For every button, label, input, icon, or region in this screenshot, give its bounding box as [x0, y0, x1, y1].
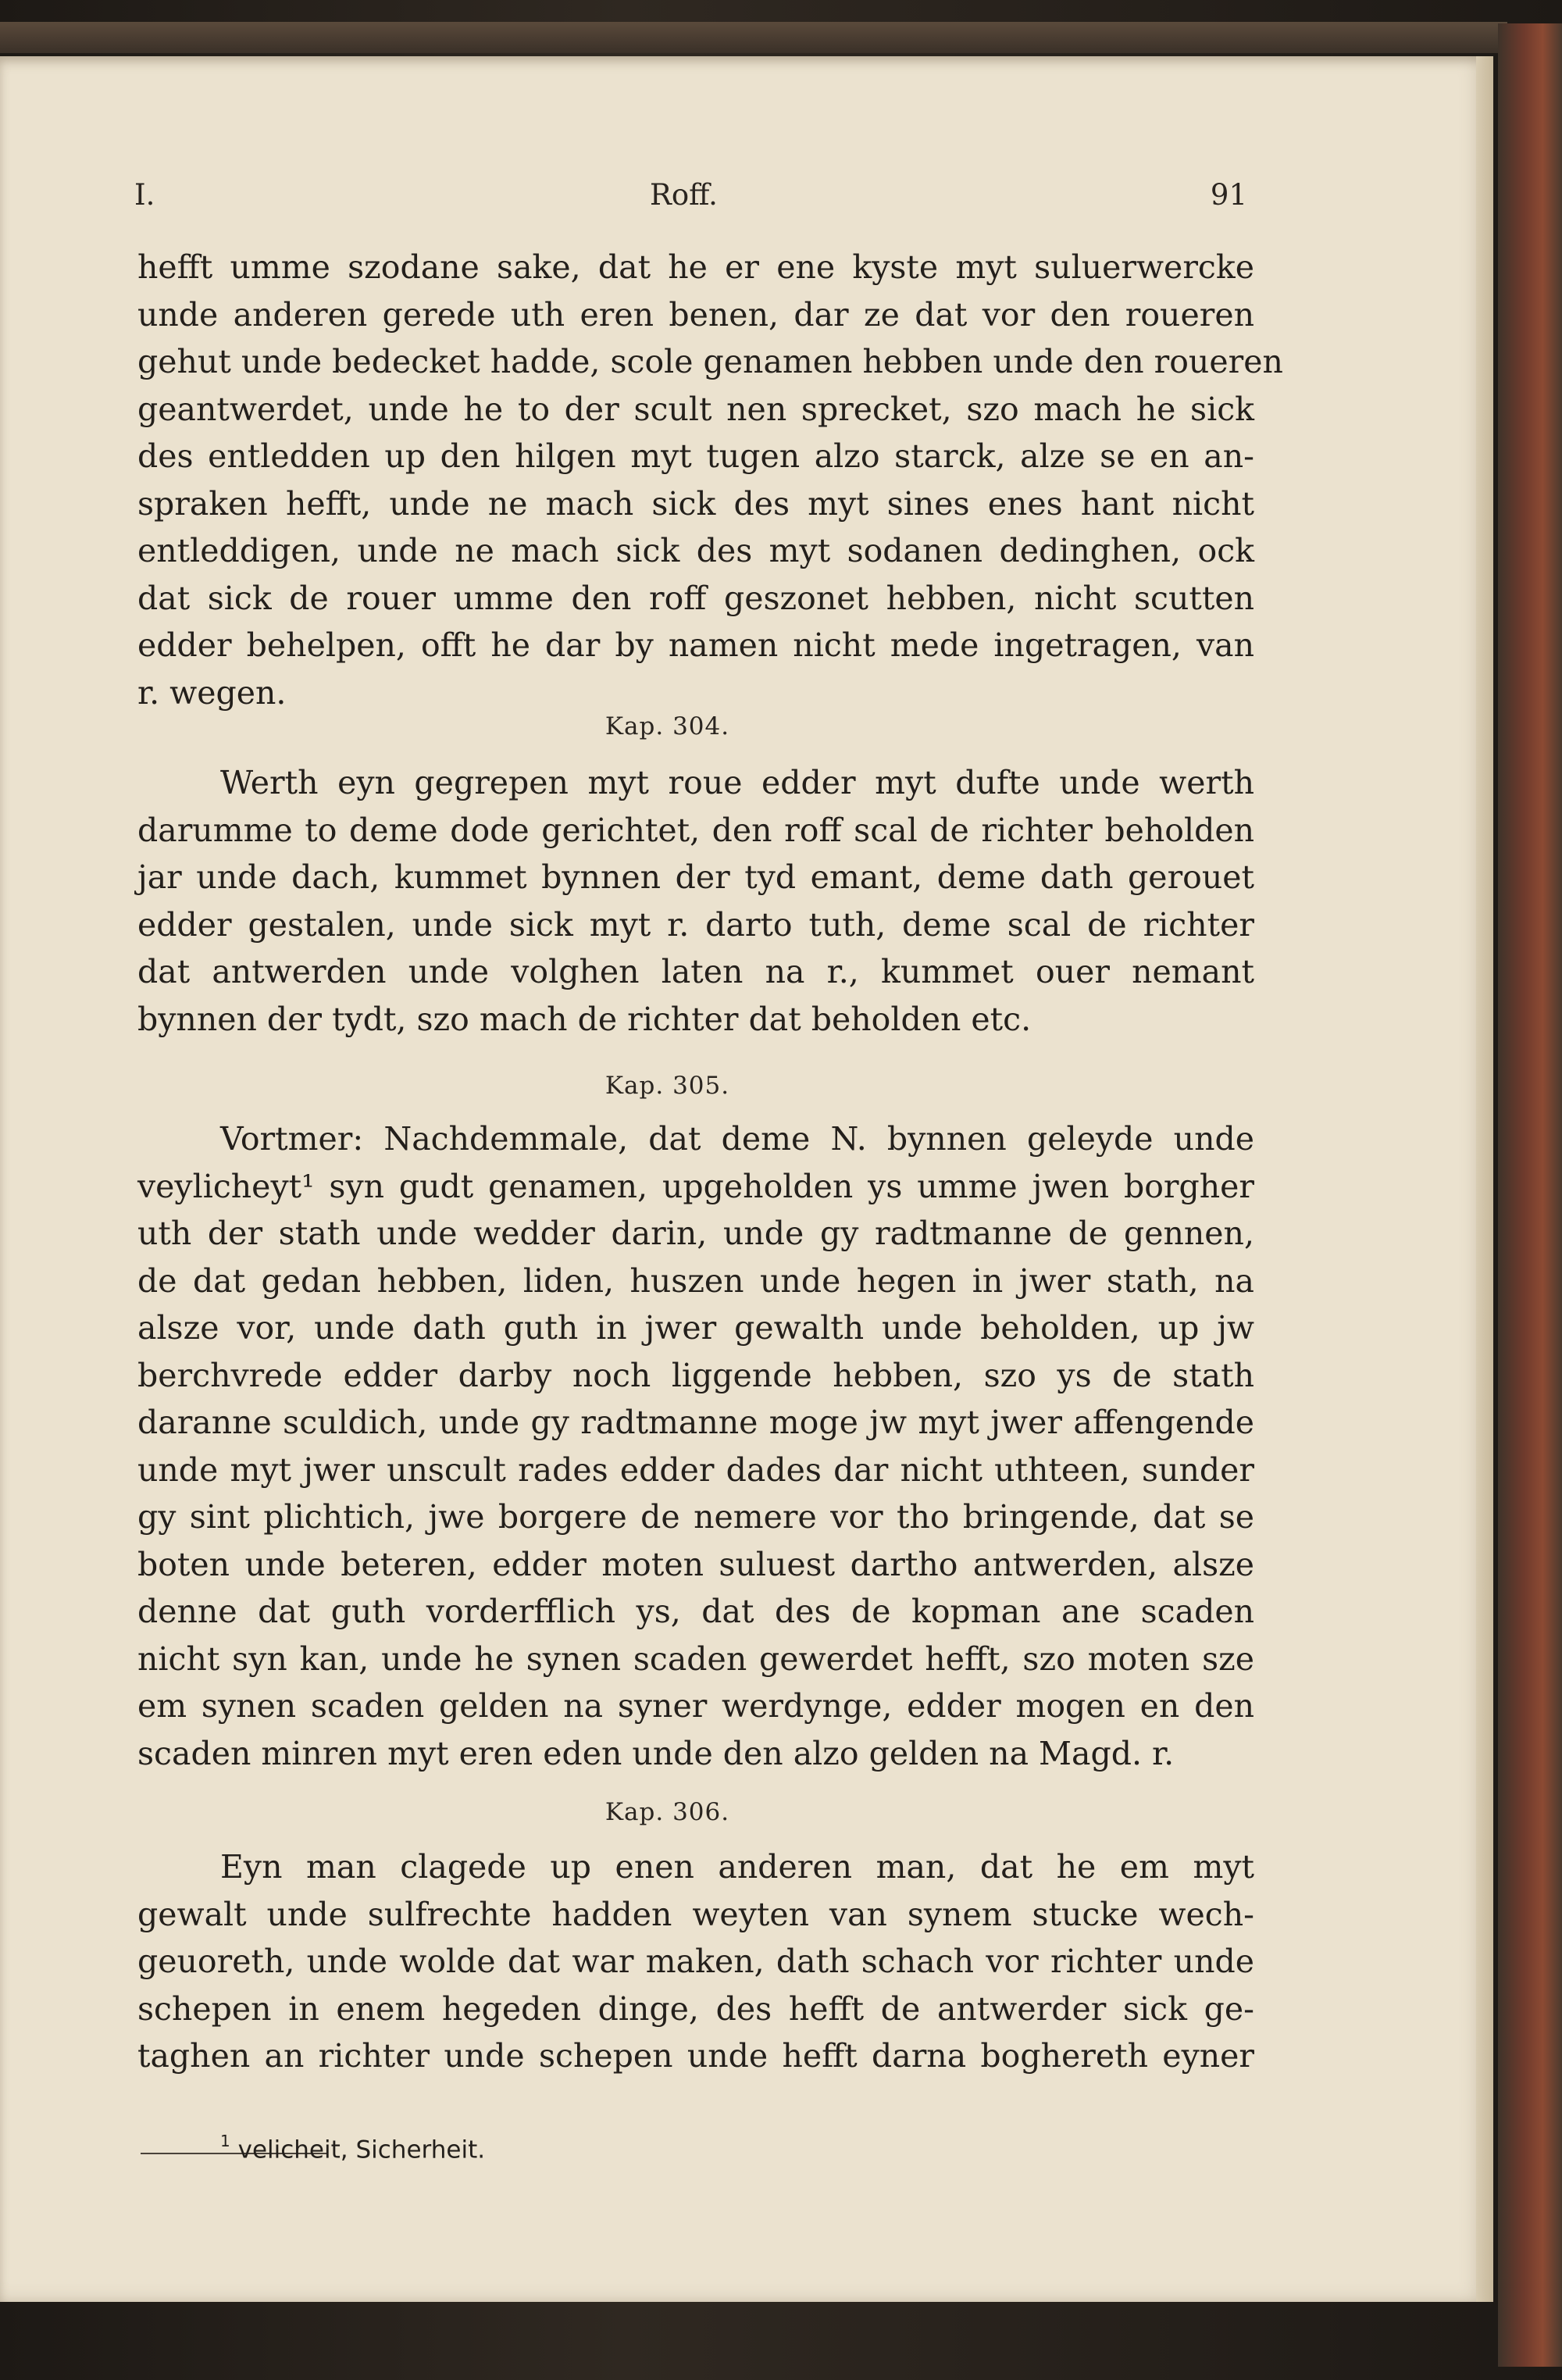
text-line: schepen in enem hegeden dinge, des hefft de antwerder sick ge-: [137, 1989, 1254, 2028]
text-line: spraken hefft, unde ne mach sick des myt sines enes hant nicht: [137, 484, 1254, 523]
text-line: dat sick de rouer umme den roff geszonet hebben, nicht scutten: [137, 579, 1254, 617]
book-binding-top: [0, 22, 1507, 53]
text-line: gy sint plichtich, jwe borgere de nemere vor tho bringende, dat se: [137, 1498, 1254, 1536]
text-line: r. wegen.: [137, 673, 287, 712]
page-edge: [1476, 56, 1493, 2302]
text-line: daranne sculdich, unde gy radtmanne moge jw myt jwer affengende: [137, 1404, 1254, 1441]
chapter-heading-305: [0, 1072, 1488, 1100]
running-head-section: I.: [134, 178, 155, 212]
running-head-title: Roff.: [650, 178, 718, 212]
text-line: taghen an richter unde schepen unde hefft darna boghereth eyner: [137, 2037, 1254, 2075]
footnote: [220, 2134, 485, 2164]
chapter-heading-304: [0, 712, 1488, 740]
text-line: gehut unde bedecket hadde, scole genamen hebben unde den roueren: [137, 343, 1283, 380]
text-line: dat antwerden unde volghen laten na r., kummet ouer nemant: [137, 953, 1254, 990]
chapter-heading-text: Kap. 304.: [604, 712, 730, 740]
text-line: uth der stath unde wedder darin, unde gy radtmanne de gennen,: [137, 1215, 1254, 1252]
chapter-heading-306: [0, 1798, 1488, 1826]
footnote-text: velicheit, Sicherheit.: [237, 2136, 486, 2164]
text-line: de dat gedan hebben, liden, huszen unde hegen in jwer stath, na: [137, 1261, 1254, 1300]
text-line: entleddigen, unde ne mach sick des myt sodanen dedinghen, ock: [137, 532, 1254, 569]
book-cover-edge: [1498, 23, 1562, 2367]
text-line: edder gestalen, unde sick myt r. darto tuth, deme scal de richter: [137, 905, 1254, 944]
text-line: des entledden up den hilgen myt tugen alzo starck, alze se en an-: [137, 437, 1254, 475]
text-line: Vortmer: Nachdemmale, dat deme N. bynnen geleyde unde: [220, 1120, 1254, 1158]
text-line: em synen scaden gelden na syner werdynge, edder mogen en den: [137, 1687, 1254, 1725]
text-line: jar unde dach, kummet bynnen der tyd emant, deme dath gerouet: [137, 858, 1254, 896]
text-line: edder behelpen, offt he dar by namen nicht mede ingetragen, van: [137, 626, 1254, 664]
text-line: scaden minren myt eren eden unde den alzo gelden na Magd. r.: [137, 1734, 1175, 1772]
chapter-heading-text: Kap. 306.: [604, 1798, 730, 1826]
text-line: Werth eyn gegrepen myt roue edder myt dufte unde werth: [220, 764, 1254, 801]
text-line: gewalt unde sulfrechte hadden weyten van synem stucke wech-: [137, 1895, 1254, 1933]
text-line: unde anderen gerede uth eren benen, dar ze dat vor den roueren: [137, 295, 1254, 334]
chapter-306-text: [137, 1843, 1254, 2080]
chapter-305-text: [137, 1115, 1254, 1777]
running-head: [134, 178, 1247, 217]
text-line: alsze vor, unde dath guth in jwer gewalth unde beholden, up jw: [137, 1309, 1254, 1347]
text-line: bynnen der tydt, szo mach de richter dat beholden etc.: [137, 1000, 1032, 1038]
text-line: geantwerdet, unde he to der scult nen sprecket, szo mach he sick: [137, 390, 1254, 428]
text-line: darumme to deme dode gerichtet, den roff scal de richter beholden: [137, 811, 1254, 849]
text-line: veylicheyt¹ syn gudt genamen, upgeholden ys umme jwen borgher: [137, 1167, 1254, 1205]
text-line: hefft umme szodane sake, dat he er ene kyste myt suluerwercke: [137, 248, 1254, 286]
chapter-304-text: [137, 759, 1254, 1043]
text-line: unde myt jwer unscult rades edder dades dar nicht uthteen, sunder: [137, 1450, 1254, 1489]
text-line: boten unde beteren, edder moten suluest dartho antwerden, alsze: [137, 1545, 1254, 1583]
text-line: berchvrede edder darby noch liggende hebben, szo ys de stath: [137, 1356, 1254, 1394]
footnote-marker: 1: [220, 2132, 230, 2150]
continued-paragraph: [137, 244, 1283, 716]
text-line: denne dat guth vorderfflich ys, dat des de kopman ane scaden: [137, 1593, 1254, 1630]
text-line: Eyn man clagede up enen anderen man, dat he em myt: [220, 1848, 1254, 1886]
page-number: 91: [1210, 178, 1247, 212]
chapter-heading-text: Kap. 305.: [604, 1072, 730, 1100]
text-line: nicht syn kan, unde he synen scaden gewerdet hefft, szo moten sze: [137, 1640, 1254, 1678]
text-line: geuoreth, unde wolde dat war maken, dath schach vor richter unde: [137, 1943, 1254, 1980]
